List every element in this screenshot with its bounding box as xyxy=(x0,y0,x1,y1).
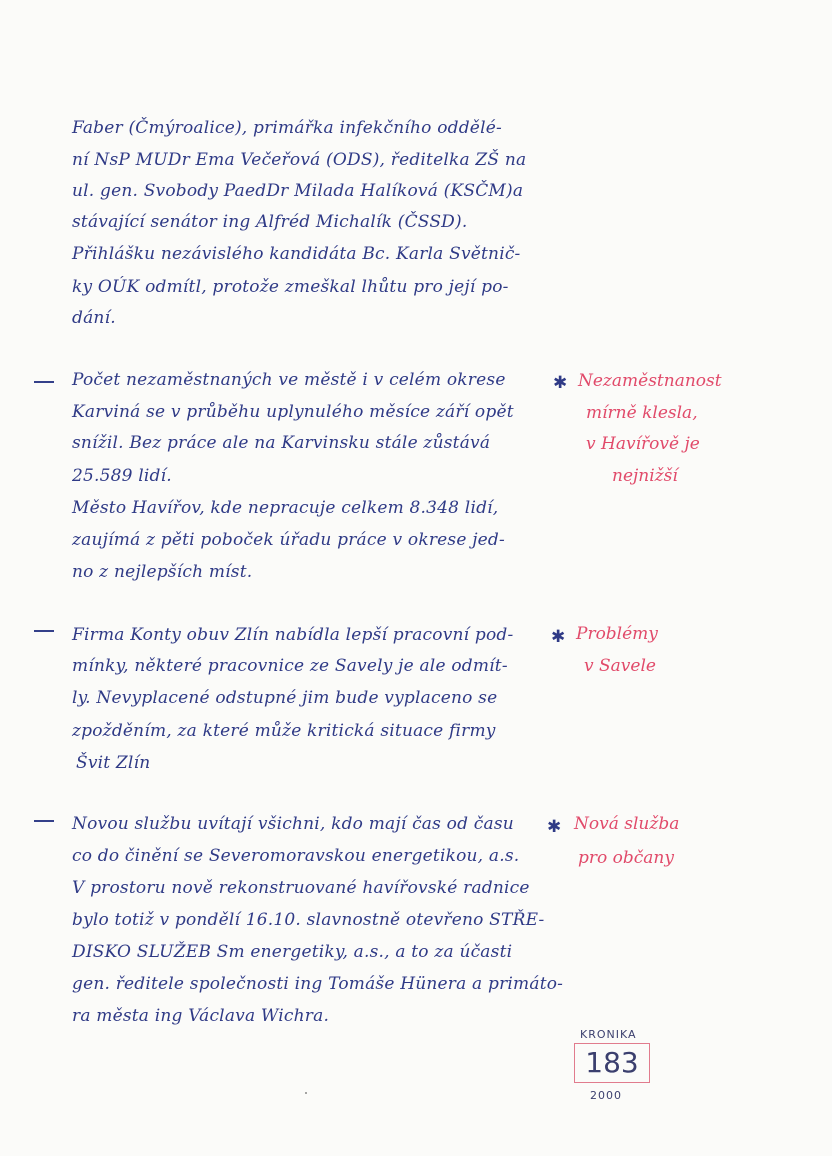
page-number: 183 xyxy=(574,1043,650,1083)
text-line: gen. ředitele společnosti ing Tomáše Hünera a primáto- xyxy=(72,974,564,994)
asterisk-mark: ✱ xyxy=(553,373,568,393)
text-line: co do činění se Severomoravskou energetikou, a.s. xyxy=(72,846,520,866)
text-line: no z nejlepších míst. xyxy=(72,562,253,582)
entry-dash xyxy=(34,381,54,383)
text-line: 25.589 lidí. xyxy=(72,466,172,486)
text-line: Faber (Čmýroalice), primářka infekčního oddělé- xyxy=(72,118,502,138)
margin-note: nejnižší xyxy=(612,466,678,486)
stamp-year: 2000 xyxy=(590,1089,622,1102)
text-line: Švit Zlín xyxy=(76,753,151,773)
entry-dash xyxy=(34,630,54,632)
margin-note: pro občany xyxy=(578,848,674,868)
text-line: ní NsP MUDr Ema Večeřová (ODS), ředitelka ZŠ na xyxy=(72,150,527,170)
margin-note: mírně klesla, xyxy=(586,403,698,423)
text-line: stávající senátor ing Alfréd Michalík (ČSSD). xyxy=(72,212,468,232)
text-line: zaujímá z pěti poboček úřadu práce v okrese jed- xyxy=(72,530,505,550)
text-line: mínky, některé pracovnice ze Savely je ale odmít- xyxy=(72,656,508,676)
asterisk-mark: ✱ xyxy=(551,627,566,647)
text-line: snížil. Bez práce ale na Karvinsku stále zůstává xyxy=(72,433,491,453)
margin-note: v Havířově je xyxy=(586,434,700,454)
text-line: dání. xyxy=(72,308,116,328)
margin-note: Problémy xyxy=(576,624,658,644)
text-line: bylo totiž v pondělí 16.10. slavnostně otevřeno STŘE- xyxy=(72,910,545,930)
paper-speck xyxy=(305,1092,307,1094)
text-line: ul. gen. Svobody PaedDr Milada Halíková (KSČM)a xyxy=(72,181,524,201)
margin-note: v Savele xyxy=(584,656,656,676)
text-line: ly. Nevyplacené odstupné jim bude vyplaceno se xyxy=(72,688,498,708)
text-line: Přihlášku nezávislého kandidáta Bc. Karla Světnič- xyxy=(72,244,521,264)
text-line: Město Havířov, kde nepracuje celkem 8.348 lidí, xyxy=(72,498,499,518)
text-line: Firma Konty obuv Zlín nabídla lepší pracovní pod- xyxy=(72,625,514,645)
text-line: ra města ing Václava Wichra. xyxy=(72,1006,330,1026)
asterisk-mark: ✱ xyxy=(547,817,562,837)
margin-note: Nezaměstnanost xyxy=(578,371,722,391)
text-line: DISKO SLUŽEB Sm energetiky, a.s., a to za účasti xyxy=(72,942,513,962)
text-line: Novou službu uvítají všichni, kdo mají čas od času xyxy=(72,814,514,834)
stamp-label-top: KRONIKA xyxy=(580,1028,637,1041)
text-line: Karviná se v průběhu uplynulého měsíce září opět xyxy=(72,402,514,422)
text-line: Počet nezaměstnaných ve městě i v celém okrese xyxy=(72,370,506,390)
text-line: zpožděním, za které může kritická situace firmy xyxy=(72,721,496,741)
text-line: V prostoru nově rekonstruované havířovské radnice xyxy=(72,878,530,898)
entry-dash xyxy=(34,820,54,822)
text-line: ky OÚK odmítl, protože zmeškal lhůtu pro její po- xyxy=(72,277,509,297)
margin-note: Nová služba xyxy=(574,814,680,834)
